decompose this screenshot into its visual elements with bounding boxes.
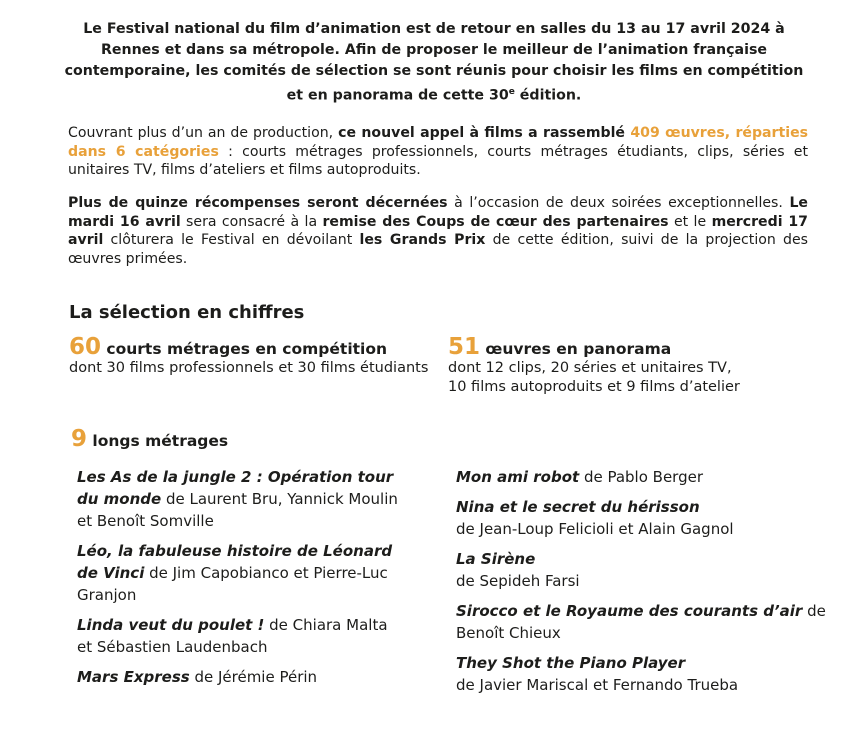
film-entry	[456, 466, 836, 488]
intro-line: Rennes et dans sa métropole. Afin de proposer le meilleur de l’animation française	[100, 42, 768, 58]
film-entry	[456, 652, 836, 696]
film-entry	[456, 496, 836, 540]
intro-paragraph	[40, 19, 828, 107]
section-title: La sélection en chiffres	[69, 302, 305, 323]
stat-detail: dont 12 clips, 20 séries et unitaires TV,	[448, 360, 732, 376]
film-credit: de Jean-Loup Felicioli et Alain Gagnol	[456, 520, 734, 538]
film-title: Les As de la jungle 2 : Opération tour du monde	[77, 468, 394, 508]
film-credit: de Javier Mariscal et Fernando Trueba	[456, 676, 739, 694]
film-credit: de Jérémie Périn	[189, 668, 318, 686]
film-entry	[456, 548, 836, 592]
stat-number: 9	[71, 426, 88, 452]
production-paragraph: Couvrant plus d’un an de production, ce nouvel appel à films a rassemblé 409 œuvres, réparties dans 6 catégories : courts métrages professionnels, courts métrages étudiants, clips, séries et unitaires TV, films d’ateliers et films autoproduits.	[68, 125, 809, 179]
film-entry	[77, 466, 407, 532]
film-credit: de Chiara Malta et Sébastien Laudenbach	[77, 616, 388, 656]
film-credit: de Laurent Bru, Yannick Moulin et Benoît Somville	[77, 490, 398, 530]
film-title: They Shot the Piano Player	[456, 654, 686, 672]
stat-detail: dont 30 films professionnels et 30 films étudiants	[69, 360, 429, 376]
film-entry	[456, 600, 836, 644]
film-title: La Sirène	[456, 550, 536, 568]
film-credit: de Benoît Chieux	[456, 602, 826, 642]
film-credit: de Sepideh Farsi	[456, 572, 580, 590]
intro-line: contemporaine, les comités de sélection se sont réunis pour choisir les films en compétition	[64, 63, 804, 79]
highlight-count: 409 œuvres, réparties dans 6 catégories	[68, 125, 809, 160]
intro-line: et en panorama de cette 30e édition.	[286, 87, 582, 104]
awards-paragraph: Plus de quinze récompenses seront décernées à l’occasion de deux soirées exceptionnelles. Le mardi 16 avril sera consacré à la remise des Coups de cœur des partenaires et le mercredi 17 avril clôturera le Festival en dévoilant les Grands Prix de cette édition, suivi de la projection des œuvres primées.	[68, 195, 809, 267]
stat-competition: 60 courts métrages en compétition dont 30 films professionnels et 30 films étudiants	[69, 334, 429, 376]
film-entry	[77, 614, 407, 658]
stat-number: 51	[448, 334, 481, 360]
stat-detail: 10 films autoproduits et 9 films d’atelier	[448, 379, 740, 395]
film-title: Nina et le secret du hérisson	[456, 498, 700, 516]
film-list-left	[77, 466, 407, 696]
film-title: Sirocco et le Royaume des courants d’air	[456, 602, 803, 620]
film-list-right	[456, 466, 836, 704]
film-entry	[77, 540, 407, 606]
film-title: Mon ami robot	[456, 468, 580, 486]
film-credit: de Pablo Berger	[579, 468, 703, 486]
stat-number: 60	[69, 334, 102, 360]
stat-features: 9 longs métrages	[71, 426, 229, 452]
film-title: Léo, la fabuleuse histoire de Léonard de Vinci	[77, 542, 393, 582]
film-title: Linda veut du poulet !	[77, 616, 265, 634]
intro-line: Le Festival national du film d’animation est de retour en salles du 13 au 17 avril 2024 à	[83, 21, 785, 37]
film-entry	[77, 666, 407, 688]
film-credit: de Jim Capobianco et Pierre-Luc Granjon	[77, 564, 388, 604]
stat-panorama: 51 œuvres en panorama dont 12 clips, 20 séries et unitaires TV, 10 films autoproduits et 9 films d’atelier	[448, 338, 828, 397]
film-title: Mars Express	[77, 668, 190, 686]
